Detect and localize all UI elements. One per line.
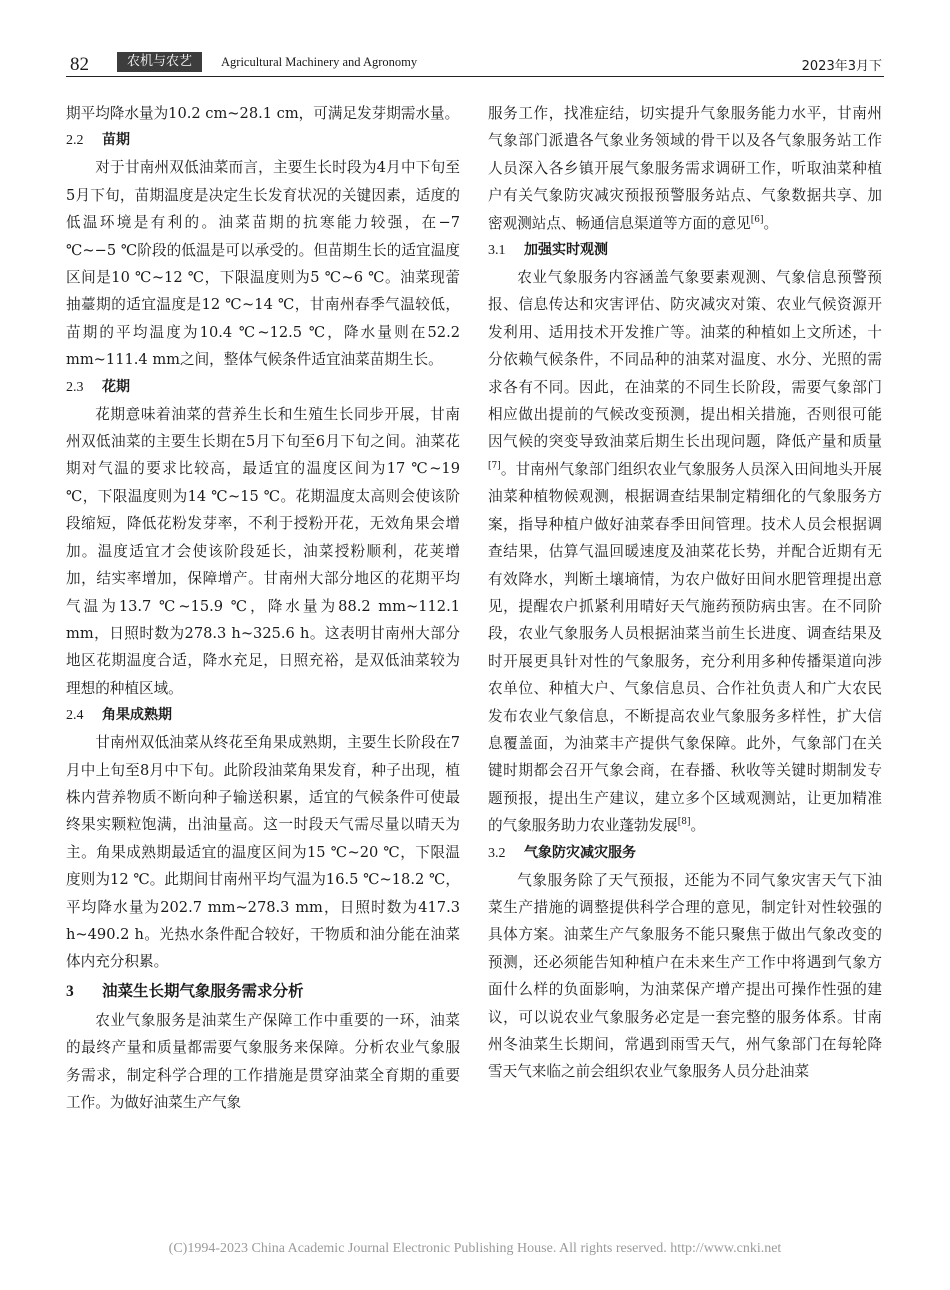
paragraph: 农业气象服务是油菜生产保障工作中重要的一环，油菜的最终产量和质量都需要气象服务来保障。分析农业气象服务需求，制定科学合理的工作措施是贯穿油菜全育期的重要工作。为做好油菜生产气象 — [66, 1011, 460, 1111]
journal-title-badge: 农机与农艺 — [117, 52, 202, 72]
section-heading-3-1 — [488, 238, 882, 263]
paragraph: 气象服务除了天气预报，还能为不同气象灾害天气下油菜生产措施的调整提供科学合理的意见，制定针对性较强的具体方案。油菜生产气象服务不能只聚焦于做出气象改变的预测，还必须能告知种植户在未来生产工作中将遇到气象方面什么样的负面影响，为油菜保产增产提出可操作性强的建议，可以说农业气象服务必定是一套完整的服务体系。甘南州冬油菜生长期间，常遇到雨雪天气，州气象部门在每轮降雪天气来临之前会组织农业气象服务人员分赴油菜 — [488, 871, 882, 1081]
left-column — [66, 100, 460, 1116]
citation-ref: [7] — [488, 460, 501, 471]
section-number: 3 — [66, 982, 74, 1000]
section-title: 苗期 — [102, 132, 130, 149]
section-number: 2.2 — [66, 133, 84, 149]
paragraph: 花期意味着油菜的营养生长和生殖生长同步开展，甘南州双低油菜的主要生长期在5月下旬至6月下旬之间。油菜花期对气温的要求比较高，最适宜的温度区间为17 ℃~19 ℃，下限温度则为14 ℃~15 ℃。花期温度太高则会使该阶段缩短，降低花粉发芽率，不利于授粉开花，无效角果会增加。温度适宜才会使该阶段延长，油菜授粉顺利，花荚增加，结实率增加，保障增产。甘南州大部分地区的花期平均气温为13.7 ℃~15.9 ℃，降水量为88.2 mm~112.1 mm，日照时数为278.3 h~325.6 h。这表明甘南州大部分地区花期温度合适，降水充足，日照充裕，是双低油菜较为理想的种植区域。 — [66, 405, 460, 697]
section-title: 油菜生长期气象服务需求分析 — [102, 981, 304, 1000]
paragraph-text: 。甘南州气象部门组织农业气象服务人员深入田间地头开展油菜种植物候观测，根据调查结果制定精细化的气象服务方案，指导种植户做好油菜春季田间管理。技术人员会根据调查结果，估算气温回暖速度及油菜花长势，并配合近期有无有效降水，判断土壤墒情，为农户做好田间水肥管理提出意见，提醒农户抓紧利用晴好天气施药预防病虫害。在不同阶段，农业气象服务人员根据油菜当前生长进度、调查结果及时开展更具针对性的气象服务，充分利用多种传播渠道向涉农单位、种植大户、气象信息员、合作社负责人和广大农民发布农业气象信息，不断提高农业气象服务多样性，扩大信息覆盖面，为油菜丰产提供气象保障。此外，气象部门在关键时期都会召开气象会商，在春播、秋收等关键时期制发专题预报，提出生产建议，建立多个区域观测站，让更加精准的气象服务助力农业蓬勃发展 — [488, 460, 882, 835]
citation-ref: [6] — [750, 214, 764, 225]
paragraph: 甘南州双低油菜从终花至角果成熟期，主要生长阶段在7月中上旬至8月中下旬。此阶段油菜角果发育，种子出现，植株内营养物质不断向种子输送积累，适宜的气候条件可使最终果实颗粒饱满，出油量高。这一时段天气需尽量以晴天为主。角果成熟期最适宜的温度区间为15 ℃~20 ℃，下限温度则为12 ℃。此期间甘南州平均气温为16.5 ℃~18.2 ℃，平均降水量为202.7 mm~278.3 mm，日照时数为417.3 h~490.2 h。光热水条件配合较好，干物质和油分能在油菜体内充分积累。 — [66, 734, 460, 971]
section-title: 气象防灾减灾服务 — [524, 844, 636, 861]
page-number: 82 — [70, 54, 89, 75]
section-heading-2-4 — [66, 703, 460, 728]
section-number: 2.3 — [66, 379, 84, 395]
section-heading-3-2 — [488, 841, 882, 866]
section-number: 3.1 — [488, 243, 506, 259]
citation-ref: [8] — [677, 817, 691, 828]
paragraph-continued — [488, 100, 882, 237]
section-title: 角果成熟期 — [102, 707, 172, 724]
paragraph — [488, 264, 882, 840]
section-title: 加强实时观测 — [524, 242, 608, 259]
journal-title-english: Agricultural Machinery and Agronomy — [221, 55, 418, 69]
page-header — [66, 52, 884, 77]
punctuation: 。 — [763, 214, 779, 232]
paragraph: 对于甘南州双低油菜而言，主要生长时段为4月中下旬至5月下旬，苗期温度是决定生长发育状况的关键因素，适度的低温环境是有利的。油菜苗期的抗寒能力较强，在−7 ℃~−5 ℃阶段的低温是可以承受的。但苗期生长的适宜温度区间是10 ℃~12 ℃，下限温度则为5 ℃~6 ℃。油菜现蕾抽薹期的适宜温度是12 ℃~14 ℃，甘南州春季气温较低，苗期的平均温度为10.4 ℃~12.5 ℃，降水量则在52.2 mm~111.4 mm之间，整体气候条件适宜油菜苗期生长。 — [66, 159, 460, 369]
copyright-footer: (C)1994-2023 China Academic Journal Electronic Publishing House. All rights reserved. http://www.cnki.net — [168, 1241, 782, 1256]
issue-date: 2023年3月下 — [801, 59, 882, 74]
right-column — [488, 100, 882, 1086]
paragraph-text: 服务工作，找准症结，切实提升气象服务能力水平，甘南州气象部门派遣各气象业务领域的骨干以及各气象服务站工作人员深入各乡镇开展气象服务需求调研工作，听取油菜种植户有关气象防灾减灾预报预警服务站点、气象数据共享、加密观测站点、畅通信息渠道等方面的意见 — [488, 105, 882, 232]
paragraph-continued: 期平均降水量为10.2 cm~28.1 cm，可满足发芽期需水量。 — [66, 105, 460, 122]
section-heading-2-3 — [66, 375, 460, 400]
paragraph-text: 农业气象服务内容涵盖气象要素观测、气象信息预警预报、信息传达和灾害评估、防灾减灾对策、农业气候资源开发利用、适用技术开发推广等。油菜的种植如上文所述，十分依赖气候条件，不同品种的油菜对温度、水分、光照的需求各有不同。因此，在油菜的不同生长阶段，需要气象部门相应做出提前的气候改变预测，提出相关措施，否则很可能因气候的突变导致油菜后期生长出现问题，降低产量和质量 — [488, 269, 882, 451]
section-heading-3 — [66, 977, 460, 1006]
section-number: 2.4 — [66, 708, 84, 724]
section-heading-2-2 — [66, 128, 460, 153]
punctuation: 。 — [690, 817, 706, 835]
section-title: 花期 — [102, 378, 130, 395]
section-number: 3.2 — [488, 845, 506, 861]
